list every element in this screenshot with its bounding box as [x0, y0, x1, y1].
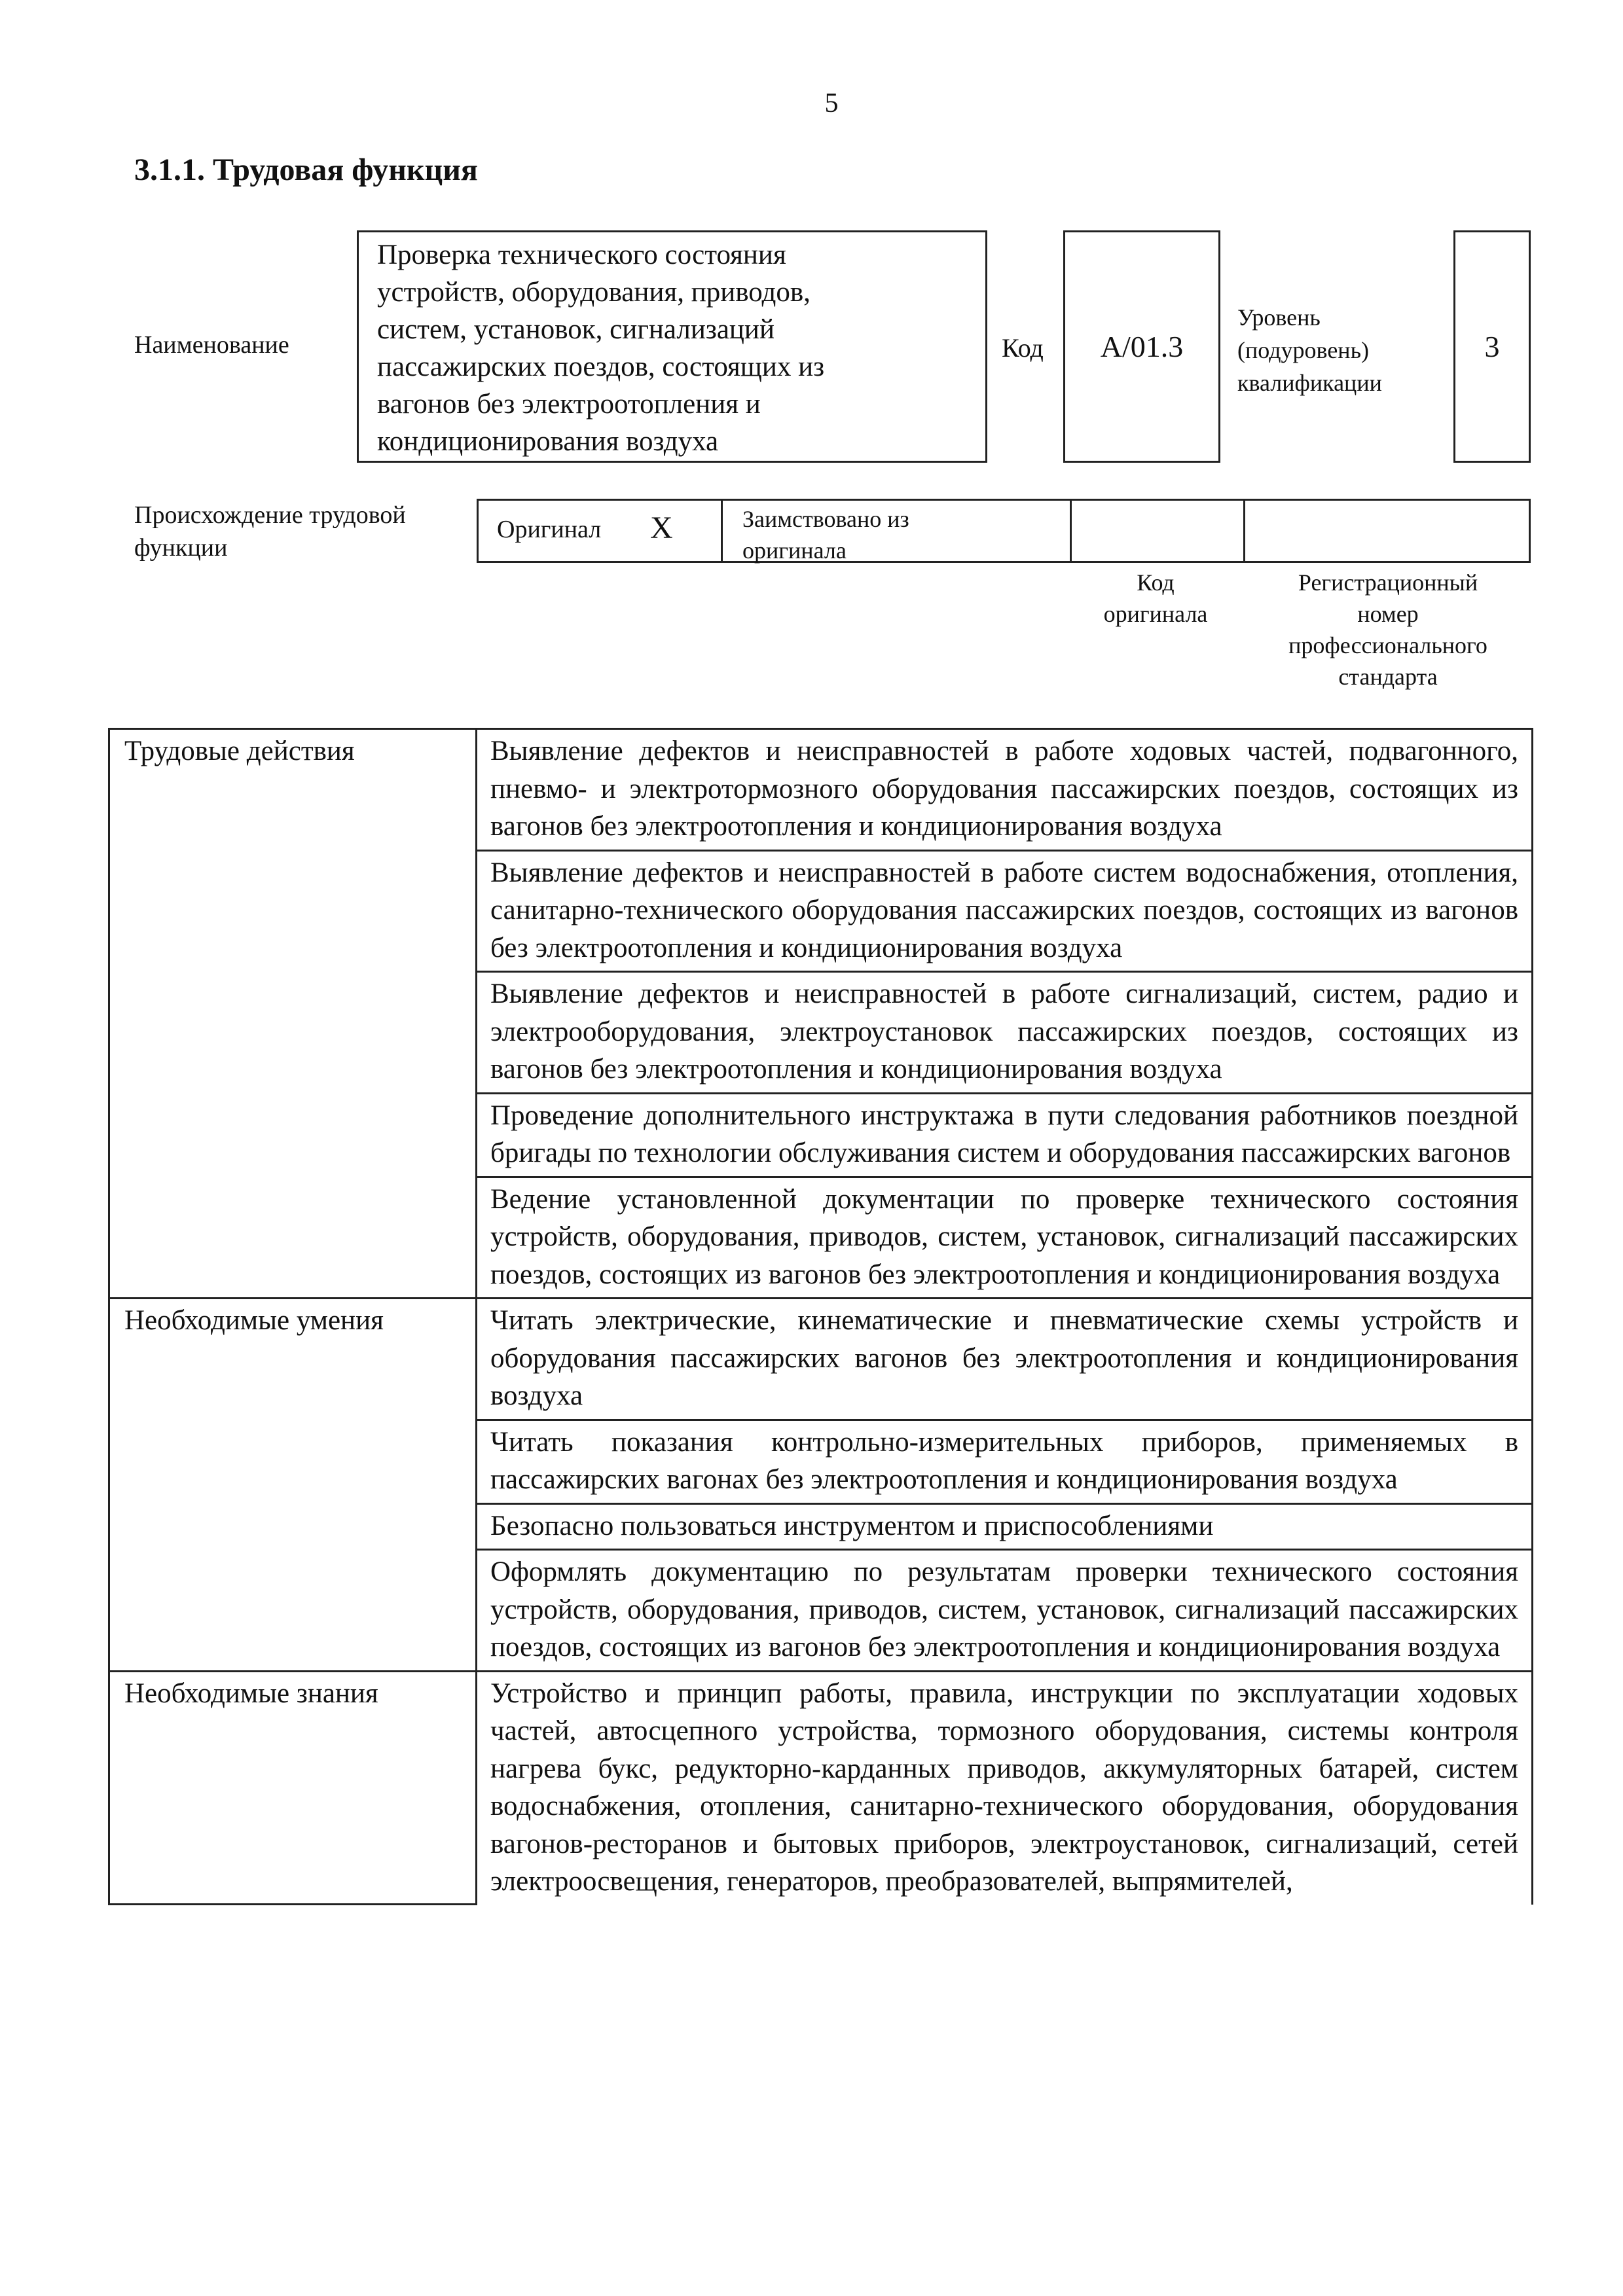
function-name-line: систем, установок, сигнализаций — [377, 314, 775, 345]
table-cell: Устройство и принцип работы, правила, инструкции по эксплуатации ходовых частей, автосцепного устройства, тормозного оборудования, системы контроля нагрева букс, редукторно-карданных приводов, аккумуляторных батарей, систем водоснабжения, отопления, санитарно-технического оборудования, оборудования вагонов-ресторанов и бытовых приборов, электроустановок, сигнализаций, сетей электроосвещения, генераторов, преобразователей, выпрямителей, — [477, 1671, 1533, 1905]
origin-label-line: функции — [134, 534, 228, 562]
code-value-box — [1063, 230, 1220, 463]
table-cell: Безопасно пользоваться инструментом и приспособлениями — [477, 1503, 1533, 1550]
level-label — [1237, 301, 1434, 399]
reg-caption-line: стандарта — [1338, 664, 1438, 690]
function-name-line: пассажирских поездов, состоящих из — [377, 351, 825, 382]
table-cell: Читать электрические, кинематические и пневматические схемы устройств и оборудования пассажирских вагонов без электроотопления и кондиционирования воздуха — [477, 1299, 1533, 1420]
level-value: 3 — [1484, 330, 1500, 363]
level-label-line: (подуровень) — [1237, 337, 1369, 363]
table-cell: Выявление дефектов и неисправностей в работе сигнализаций, систем, радио и электрооборудования, электроустановок пассажирских поездов, состоящих из вагонов без электроотопления и кондиционирования воздуха — [477, 972, 1533, 1094]
table-row — [109, 729, 1533, 851]
origin-label-line: Происхождение трудовой — [134, 501, 406, 529]
reg-number-cell — [1243, 501, 1529, 561]
origin-table — [477, 499, 1531, 563]
section-title: Необходимые умения — [109, 1299, 477, 1672]
table-cell: Ведение установленной документации по проверке технического состояния устройств, оборудования, приводов, систем, установок, сигнализаций пассажирских поездов, состоящих из вагонов без электроотопления и кондиционирования воздуха — [477, 1177, 1533, 1299]
level-label-line: квалификации — [1237, 370, 1382, 396]
code-value: A/01.3 — [1100, 330, 1184, 363]
origin-label — [134, 499, 475, 564]
function-name-line: устройств, оборудования, приводов, — [377, 277, 811, 308]
reg-caption-line: профессионального — [1288, 632, 1487, 658]
section-heading: 3.1.1. Трудовая функция — [134, 152, 478, 187]
code-caption — [1074, 567, 1237, 630]
table-cell: Выявление дефектов и неисправностей в работе ходовых частей, подвагонного, пневмо- и электротормозного оборудования пассажирских поездов, состоящих из вагонов без электроотопления и кондиционирования воздуха — [477, 729, 1533, 851]
function-name-box — [357, 230, 987, 463]
function-name-line: кондиционирования воздуха — [377, 426, 719, 457]
code-caption-line: оригинала — [1103, 601, 1208, 627]
section-title: Трудовые действия — [109, 729, 477, 1299]
table-cell: Оформлять документацию по результатам проверки технического состояния устройств, оборудования, приводов, систем, установок, сигнализаций пассажирских поездов, состоящих из вагонов без электроотопления и кондиционирования воздуха — [477, 1550, 1533, 1672]
reg-caption-line: Регистрационный — [1298, 569, 1478, 596]
borrowed-cell — [721, 501, 1070, 564]
name-label: Наименование — [134, 331, 289, 359]
table-cell: Читать показания контрольно-измерительных приборов, применяемых в пассажирских вагонах без электроотопления и кондиционирования воздуха — [477, 1420, 1533, 1503]
table-cell: Выявление дефектов и неисправностей в работе систем водоснабжения, отопления, санитарно-технического оборудования пассажирских поездов, состоящих из вагонов без электроотопления и кондиционирования воздуха — [477, 850, 1533, 972]
table-cell: Проведение дополнительного инструктажа в пути следования работников поездной бригады по технологии обслуживания систем и оборудования пассажирских вагонов — [477, 1093, 1533, 1177]
level-value-box — [1453, 230, 1531, 463]
function-name-line: вагонов без электроотопления и — [377, 389, 761, 420]
original-mark: X — [650, 511, 673, 545]
reg-caption — [1244, 567, 1532, 692]
page-number: 5 — [824, 88, 839, 118]
section-title: Необходимые знания — [109, 1671, 477, 1905]
function-name-line: Проверка технического состояния — [377, 240, 786, 270]
requirements-table — [108, 728, 1531, 2143]
borrowed-label: Заимствовано из оригинала — [742, 506, 909, 564]
table-row — [109, 1671, 1533, 1905]
table-row — [109, 1299, 1533, 1420]
level-label-line: Уровень — [1237, 304, 1321, 331]
original-label: Оригинал — [497, 516, 602, 543]
code-caption-line: Код — [1137, 569, 1175, 596]
code-label: Код — [1002, 333, 1044, 363]
original-code-cell — [1070, 501, 1243, 561]
reg-caption-line: номер — [1357, 601, 1419, 627]
